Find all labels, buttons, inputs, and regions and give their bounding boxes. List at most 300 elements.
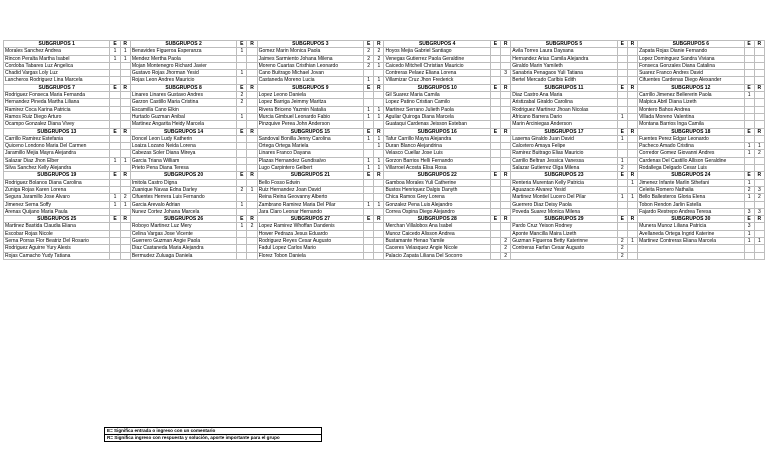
entry-column-header[interactable]: E — [364, 216, 374, 223]
entry-count-cell[interactable] — [364, 230, 374, 237]
response-count-cell[interactable] — [247, 208, 257, 215]
response-count-cell[interactable] — [247, 194, 257, 201]
entry-count-cell[interactable]: 2 — [617, 245, 627, 252]
response-count-cell[interactable] — [627, 143, 637, 150]
entry-count-cell[interactable]: 3 — [744, 223, 754, 230]
member-name-cell[interactable]: Avila Torres Laura Daysana — [511, 48, 617, 55]
response-count-cell[interactable] — [120, 186, 130, 193]
subgroup-title[interactable]: SUBGRUPOS 11 — [511, 84, 617, 91]
entry-column-header[interactable]: E — [364, 84, 374, 91]
response-count-cell[interactable] — [754, 165, 764, 172]
entry-count-cell[interactable] — [237, 157, 247, 164]
member-name-cell[interactable]: Ramirez Coca Karina Patricia — [4, 106, 110, 113]
entry-count-cell[interactable] — [364, 179, 374, 186]
subgroup-title[interactable]: SUBGRUPOS 1 — [4, 41, 110, 48]
entry-count-cell[interactable]: 3 — [744, 208, 754, 215]
response-count-cell[interactable] — [627, 92, 637, 99]
entry-column-header[interactable]: E — [490, 172, 500, 179]
response-column-header[interactable]: R — [627, 41, 637, 48]
entry-count-cell[interactable] — [617, 186, 627, 193]
response-count-cell[interactable] — [501, 106, 511, 113]
member-name-cell[interactable]: Celeita Romero Nathalia — [638, 186, 744, 193]
entry-count-cell[interactable] — [490, 135, 500, 142]
entry-count-cell[interactable] — [237, 252, 247, 259]
member-name-cell[interactable]: Correa Ospina Diego Alejandro — [384, 208, 490, 215]
response-count-cell[interactable]: 1 — [374, 62, 384, 69]
response-count-cell[interactable]: 2 — [501, 245, 511, 252]
member-name-cell[interactable]: Bertel Mercado Carlbis Edith — [511, 77, 617, 84]
response-count-cell[interactable] — [627, 223, 637, 230]
member-name-cell[interactable]: Pinzquive Perea John Anderson — [257, 121, 363, 128]
response-count-cell[interactable] — [754, 99, 764, 106]
entry-count-cell[interactable] — [490, 92, 500, 99]
member-name-cell[interactable]: Zapata Rojas Dianie Fernando — [638, 48, 744, 55]
member-name-cell[interactable]: Morales Sanchez Andrea — [4, 48, 110, 55]
entry-count-cell[interactable] — [617, 77, 627, 84]
entry-count-cell[interactable] — [744, 106, 754, 113]
response-count-cell[interactable] — [501, 135, 511, 142]
member-name-cell[interactable]: Murcia Gimbuel Leonardo Fabio — [257, 113, 363, 120]
response-count-cell[interactable] — [247, 77, 257, 84]
response-count-cell[interactable] — [501, 179, 511, 186]
entry-count-cell[interactable] — [110, 150, 120, 157]
member-name-cell[interactable]: Contreras Pelaez Eliana Lorena — [384, 70, 490, 77]
response-count-cell[interactable] — [627, 135, 637, 142]
member-name-cell[interactable]: Rojas Camacho Yudy Tatiana — [4, 252, 110, 259]
member-name-cell[interactable]: Velasco Cuellar Jose Luis — [384, 150, 490, 157]
member-name-cell[interactable]: Rodriguez Aguirre Yury Alexis — [4, 245, 110, 252]
entry-count-cell[interactable] — [617, 179, 627, 186]
response-count-cell[interactable] — [374, 186, 384, 193]
response-count-cell[interactable] — [627, 55, 637, 62]
member-name-cell[interactable] — [638, 245, 744, 252]
member-name-cell[interactable]: Fadul Lopez Carlos Mario — [257, 245, 363, 252]
entry-column-header[interactable]: E — [237, 128, 247, 135]
member-name-cell[interactable]: Tobon Rendon Jarlin Estella — [638, 201, 744, 208]
entry-count-cell[interactable]: 1 — [744, 179, 754, 186]
response-count-cell[interactable] — [374, 208, 384, 215]
entry-count-cell[interactable] — [617, 70, 627, 77]
entry-count-cell[interactable] — [364, 99, 374, 106]
response-count-cell[interactable]: 1 — [247, 186, 257, 193]
member-name-cell[interactable]: Doncel Leon Ludy Katherin — [130, 135, 236, 142]
member-name-cell[interactable]: Plazas Hernandez Gundisalvo — [257, 157, 363, 164]
member-name-cell[interactable]: Zuanique Navas Edna Darley — [130, 186, 236, 193]
response-column-header[interactable]: R — [120, 172, 130, 179]
entry-count-cell[interactable] — [617, 55, 627, 62]
entry-count-cell[interactable]: 1 — [744, 194, 754, 201]
entry-count-cell[interactable]: 2 — [617, 165, 627, 172]
member-name-cell[interactable]: Marin Arciniegas Anderson — [511, 121, 617, 128]
member-name-cell[interactable]: Martinez Bastida Claudia Eliana — [4, 223, 110, 230]
entry-count-cell[interactable] — [364, 194, 374, 201]
entry-count-cell[interactable] — [237, 230, 247, 237]
member-name-cell[interactable]: Hernandez Arias Camila Alejandra — [511, 55, 617, 62]
entry-count-cell[interactable] — [490, 208, 500, 215]
entry-count-cell[interactable] — [110, 223, 120, 230]
member-name-cell[interactable]: Rodriguez Bolanos Diana Carolina — [4, 179, 110, 186]
response-count-cell[interactable]: 1 — [374, 143, 384, 150]
response-count-cell[interactable] — [754, 252, 764, 259]
response-column-header[interactable]: R — [120, 84, 130, 91]
entry-count-cell[interactable] — [490, 48, 500, 55]
entry-count-cell[interactable] — [744, 99, 754, 106]
entry-count-cell[interactable] — [364, 150, 374, 157]
response-count-cell[interactable] — [627, 113, 637, 120]
subgroup-title[interactable]: SUBGRUPOS 27 — [257, 216, 363, 223]
entry-count-cell[interactable]: 1 — [110, 194, 120, 201]
member-name-cell[interactable]: Duran Blanco Alejandrina — [384, 143, 490, 150]
member-name-cell[interactable]: Segura Jaramillo Jose Alvaro — [4, 194, 110, 201]
response-count-cell[interactable]: 1 — [627, 194, 637, 201]
entry-count-cell[interactable] — [490, 62, 500, 69]
member-name-cell[interactable]: Caicedo Mitchell Christian Mauricio — [384, 62, 490, 69]
member-name-cell[interactable]: Cano Buitrago Michael Jovan — [257, 70, 363, 77]
entry-count-cell[interactable] — [744, 55, 754, 62]
response-count-cell[interactable]: 1 — [627, 179, 637, 186]
response-count-cell[interactable] — [374, 230, 384, 237]
response-count-cell[interactable] — [247, 121, 257, 128]
response-count-cell[interactable] — [754, 70, 764, 77]
member-name-cell[interactable]: Jimenez Serna Soffy — [4, 201, 110, 208]
response-count-cell[interactable] — [374, 179, 384, 186]
response-count-cell[interactable] — [374, 194, 384, 201]
entry-count-cell[interactable] — [490, 194, 500, 201]
entry-count-cell[interactable] — [237, 194, 247, 201]
response-count-cell[interactable]: 1 — [374, 77, 384, 84]
member-name-cell[interactable]: Bello Fosso Edwin — [257, 179, 363, 186]
subgroup-title[interactable]: SUBGRUPOS 6 — [638, 41, 744, 48]
member-name-cell[interactable]: Aristizabal Giraldo Carolina — [511, 99, 617, 106]
entry-count-cell[interactable]: 2 — [364, 55, 374, 62]
member-name-cell[interactable]: Lopez Dominguez Sandra Viviana — [638, 55, 744, 62]
entry-count-cell[interactable]: 1 — [617, 194, 627, 201]
member-name-cell[interactable]: Hoyos Mejia Gabriel Santiago — [384, 48, 490, 55]
entry-count-cell[interactable]: 1 — [617, 113, 627, 120]
member-name-cell[interactable]: Gil Suarez Maria Camila — [384, 92, 490, 99]
response-count-cell[interactable]: 1 — [374, 201, 384, 208]
member-name-cell[interactable]: Roboyo Martinez Luz Mery — [130, 223, 236, 230]
subgroup-title[interactable]: SUBGRUPOS 19 — [4, 172, 110, 179]
response-column-header[interactable]: R — [754, 172, 764, 179]
response-count-cell[interactable] — [627, 77, 637, 84]
member-name-cell[interactable]: Giraldo Marin Yamileth — [511, 62, 617, 69]
entry-count-cell[interactable]: 1 — [110, 201, 120, 208]
member-name-cell[interactable]: Jaramillo Mejia Mayra Alejandra — [4, 150, 110, 157]
subgroup-title[interactable]: SUBGRUPOS 4 — [384, 41, 490, 48]
response-count-cell[interactable] — [501, 92, 511, 99]
member-name-cell[interactable]: Ruiz Hernandez Joan David — [257, 186, 363, 193]
response-count-cell[interactable] — [247, 143, 257, 150]
entry-column-header[interactable]: E — [364, 172, 374, 179]
member-name-cell[interactable]: Florez Tobon Daniela — [257, 252, 363, 259]
response-count-cell[interactable] — [247, 48, 257, 55]
entry-count-cell[interactable] — [237, 143, 247, 150]
subgroup-title[interactable]: SUBGRUPOS 22 — [384, 172, 490, 179]
member-name-cell[interactable]: Villamizar Cruz Jhon Frederick — [384, 77, 490, 84]
member-name-cell[interactable]: Cardenas Del Castillo Allison Geraldine — [638, 157, 744, 164]
member-name-cell[interactable]: Bustamante Henao Yamile — [384, 238, 490, 245]
response-count-cell[interactable]: 2 — [374, 55, 384, 62]
member-name-cell[interactable]: Rodriguez Fonseca Maria Fernanda — [4, 92, 110, 99]
entry-count-cell[interactable] — [744, 77, 754, 84]
member-name-cell[interactable]: Munoz Caicedo Alisson Andrea — [384, 230, 490, 237]
entry-count-cell[interactable]: 1 — [364, 165, 374, 172]
member-name-cell[interactable]: Gomez Marin Monica Paola — [257, 48, 363, 55]
entry-count-cell[interactable]: 2 — [364, 48, 374, 55]
entry-count-cell[interactable] — [110, 70, 120, 77]
response-count-cell[interactable] — [120, 223, 130, 230]
member-name-cell[interactable]: Fonseca Gonzales Diana Catalina — [638, 62, 744, 69]
response-count-cell[interactable] — [247, 55, 257, 62]
response-count-cell[interactable] — [501, 194, 511, 201]
entry-count-cell[interactable] — [490, 201, 500, 208]
entry-count-cell[interactable] — [490, 223, 500, 230]
response-column-header[interactable]: R — [754, 84, 764, 91]
response-column-header[interactable]: R — [501, 172, 511, 179]
entry-column-header[interactable]: E — [110, 172, 120, 179]
response-count-cell[interactable]: 3 — [501, 70, 511, 77]
response-count-cell[interactable] — [627, 99, 637, 106]
response-count-cell[interactable]: 1 — [374, 157, 384, 164]
subgroup-title[interactable]: SUBGRUPOS 7 — [4, 84, 110, 91]
response-count-cell[interactable] — [501, 121, 511, 128]
member-name-cell[interactable]: Silva Sanchez Kelly Alejandra — [4, 165, 110, 172]
member-name-cell[interactable]: Merchan Villalobos Ana Isabel — [384, 223, 490, 230]
response-count-cell[interactable] — [501, 143, 511, 150]
response-column-header[interactable]: R — [501, 128, 511, 135]
response-count-cell[interactable] — [754, 230, 764, 237]
response-count-cell[interactable]: 1 — [374, 135, 384, 142]
member-name-cell[interactable]: Martinez Angarita Heidy Marcela — [130, 121, 236, 128]
response-count-cell[interactable]: 2 — [374, 48, 384, 55]
response-count-cell[interactable] — [247, 106, 257, 113]
response-count-cell[interactable]: 3 — [754, 186, 764, 193]
entry-count-cell[interactable] — [110, 77, 120, 84]
response-count-cell[interactable] — [120, 230, 130, 237]
response-count-cell[interactable] — [247, 245, 257, 252]
response-column-header[interactable]: R — [374, 172, 384, 179]
member-name-cell[interactable]: Martinez Montiel Lucero Del Pilar — [511, 194, 617, 201]
response-count-cell[interactable] — [754, 92, 764, 99]
response-column-header[interactable]: R — [120, 216, 130, 223]
response-count-cell[interactable] — [627, 106, 637, 113]
member-name-cell[interactable]: Martinez Serrano Julieth Paola — [384, 106, 490, 113]
response-count-cell[interactable] — [120, 143, 130, 150]
entry-count-cell[interactable] — [490, 113, 500, 120]
entry-count-cell[interactable]: 1 — [237, 201, 247, 208]
entry-count-cell[interactable] — [364, 238, 374, 245]
member-name-cell[interactable]: Zambrano Ramirez Maria Del Pilar — [257, 201, 363, 208]
member-name-cell[interactable]: Nunez Cortez Johana Marcela — [130, 208, 236, 215]
response-count-cell[interactable] — [627, 186, 637, 193]
entry-count-cell[interactable]: 1 — [364, 157, 374, 164]
entry-column-header[interactable]: E — [364, 41, 374, 48]
member-name-cell[interactable]: Guzman Figueroa Betty Katerinne — [511, 238, 617, 245]
entry-column-header[interactable]: E — [490, 84, 500, 91]
response-count-cell[interactable] — [754, 135, 764, 142]
entry-count-cell[interactable]: 1 — [110, 48, 120, 55]
member-name-cell[interactable]: Lancheros Rodriguez Lina Marcela — [4, 77, 110, 84]
entry-count-cell[interactable] — [617, 201, 627, 208]
entry-count-cell[interactable] — [110, 252, 120, 259]
subgroup-title[interactable]: SUBGRUPOS 10 — [384, 84, 490, 91]
entry-count-cell[interactable]: 1 — [364, 135, 374, 142]
entry-count-cell[interactable] — [490, 238, 500, 245]
response-column-header[interactable]: R — [374, 84, 384, 91]
entry-count-cell[interactable] — [744, 121, 754, 128]
entry-count-cell[interactable] — [364, 121, 374, 128]
member-name-cell[interactable]: Garcia Arevalo Adrian — [130, 201, 236, 208]
entry-count-cell[interactable] — [490, 106, 500, 113]
entry-column-header[interactable]: E — [237, 84, 247, 91]
member-name-cell[interactable]: Palacio Zapata Liliana Del Socorro — [384, 252, 490, 259]
response-count-cell[interactable] — [374, 238, 384, 245]
response-count-cell[interactable] — [754, 179, 764, 186]
member-name-cell[interactable]: Hower Pedraza Jesus Eduardo — [257, 230, 363, 237]
response-count-cell[interactable] — [501, 208, 511, 215]
response-column-header[interactable]: R — [754, 216, 764, 223]
response-count-cell[interactable] — [247, 201, 257, 208]
entry-count-cell[interactable] — [237, 106, 247, 113]
response-count-cell[interactable] — [754, 245, 764, 252]
response-count-cell[interactable] — [374, 245, 384, 252]
entry-count-cell[interactable] — [617, 62, 627, 69]
member-name-cell[interactable]: Contreras Farfan Cesar Augusto — [511, 245, 617, 252]
entry-count-cell[interactable] — [110, 92, 120, 99]
member-name-cell[interactable]: Rodallega Delgado Cesar Luis — [638, 165, 744, 172]
member-name-cell[interactable]: Jaimes Sarmiento Johana Milena — [257, 55, 363, 62]
entry-count-cell[interactable] — [364, 143, 374, 150]
member-name-cell[interactable]: Benavides Figueroa Esperanza — [130, 48, 236, 55]
member-name-cell[interactable]: Pardo Cruz Yeison Rodney — [511, 223, 617, 230]
member-name-cell[interactable]: Bello Ballesteros Gloria Elena — [638, 194, 744, 201]
entry-count-cell[interactable] — [490, 252, 500, 259]
entry-column-header[interactable]: E — [617, 216, 627, 223]
response-count-cell[interactable]: 1 — [120, 55, 130, 62]
subgroup-title[interactable]: SUBGRUPOS 28 — [384, 216, 490, 223]
response-column-header[interactable]: R — [374, 216, 384, 223]
member-name-cell[interactable]: Venegas Gutierrez Paola Geraldine — [384, 55, 490, 62]
subgroup-title[interactable]: SUBGRUPOS 9 — [257, 84, 363, 91]
member-name-cell[interactable]: Lopez Barriga Jeimmy Maritza — [257, 99, 363, 106]
response-count-cell[interactable] — [120, 62, 130, 69]
entry-count-cell[interactable]: 1 — [617, 135, 627, 142]
member-name-cell[interactable]: Escobar Rojas Nicole — [4, 230, 110, 237]
response-count-cell[interactable] — [247, 179, 257, 186]
response-count-cell[interactable] — [120, 150, 130, 157]
entry-count-cell[interactable] — [364, 252, 374, 259]
member-name-cell[interactable]: Cabezas Soler Diana Mireya — [130, 150, 236, 157]
member-name-cell[interactable]: Garzon Castillo Maria Cristina — [130, 99, 236, 106]
response-count-cell[interactable] — [501, 77, 511, 84]
member-name-cell[interactable]: Bermudez Zuluaga Daniela — [130, 252, 236, 259]
response-column-header[interactable]: R — [247, 84, 257, 91]
entry-column-header[interactable]: E — [237, 41, 247, 48]
entry-count-cell[interactable] — [490, 165, 500, 172]
member-name-cell[interactable]: Carrillo Ramirez Estefania — [4, 135, 110, 142]
entry-count-cell[interactable] — [744, 48, 754, 55]
response-count-cell[interactable]: 2 — [247, 223, 257, 230]
member-name-cell[interactable]: Ortega Ortega Mariela — [257, 143, 363, 150]
response-count-cell[interactable] — [627, 245, 637, 252]
response-count-cell[interactable] — [120, 99, 130, 106]
response-count-cell[interactable] — [120, 135, 130, 142]
entry-count-cell[interactable]: 1 — [237, 223, 247, 230]
response-count-cell[interactable] — [501, 55, 511, 62]
response-count-cell[interactable] — [374, 252, 384, 259]
subgroup-title[interactable]: SUBGRUPOS 24 — [638, 172, 744, 179]
member-name-cell[interactable]: Diaz Castaneda Maria Alejandra — [130, 245, 236, 252]
response-count-cell[interactable]: 1 — [120, 157, 130, 164]
member-name-cell[interactable] — [511, 252, 617, 259]
entry-column-header[interactable]: E — [744, 216, 754, 223]
entry-count-cell[interactable] — [110, 208, 120, 215]
member-name-cell[interactable]: Diaz Castro Ana Maria — [511, 92, 617, 99]
response-count-cell[interactable]: 3 — [754, 208, 764, 215]
subgroup-title[interactable]: SUBGRUPOS 20 — [130, 172, 236, 179]
response-count-cell[interactable] — [120, 113, 130, 120]
member-name-cell[interactable]: Bustos Henriquez Dalgis Danyth — [384, 186, 490, 193]
entry-count-cell[interactable]: 1 — [617, 157, 627, 164]
response-column-header[interactable]: R — [501, 216, 511, 223]
member-name-cell[interactable]: Aponte Mancilla Maira Lizeth — [511, 230, 617, 237]
member-name-cell[interactable]: Salazar Gutierrez Olga Milena — [511, 165, 617, 172]
entry-count-cell[interactable] — [617, 150, 627, 157]
response-column-header[interactable]: R — [120, 128, 130, 135]
entry-count-cell[interactable]: 1 — [744, 230, 754, 237]
response-count-cell[interactable] — [754, 62, 764, 69]
member-name-cell[interactable]: Gamboa Morales Yuli Catherine — [384, 179, 490, 186]
response-count-cell[interactable] — [754, 48, 764, 55]
entry-count-cell[interactable] — [364, 186, 374, 193]
member-name-cell[interactable]: Martinez Contreras Eliana Marcela — [638, 238, 744, 245]
entry-count-cell[interactable] — [744, 113, 754, 120]
entry-count-cell[interactable] — [364, 92, 374, 99]
entry-count-cell[interactable] — [490, 186, 500, 193]
member-name-cell[interactable]: Malpica Abril Diana Lizeth — [638, 99, 744, 106]
member-name-cell[interactable]: Celina Vargas Jose Vicente — [130, 230, 236, 237]
member-name-cell[interactable]: Guerrero Diaz Deisy Paola — [511, 201, 617, 208]
member-name-cell[interactable]: Imitola Castro Digna — [130, 179, 236, 186]
member-name-cell[interactable]: Castaneda Moreno Lucia — [257, 77, 363, 84]
response-count-cell[interactable] — [501, 99, 511, 106]
subgroup-title[interactable]: SUBGRUPOS 3 — [257, 41, 363, 48]
entry-count-cell[interactable] — [364, 70, 374, 77]
response-count-cell[interactable] — [754, 55, 764, 62]
entry-count-cell[interactable] — [110, 143, 120, 150]
member-name-cell[interactable]: Rincon Peralta Martha Isabel — [4, 55, 110, 62]
member-name-cell[interactable]: Zuniga Rojas Karen Lorena — [4, 186, 110, 193]
member-name-cell[interactable]: Tafur Carrillo Mayra Alejandra — [384, 135, 490, 142]
entry-count-cell[interactable] — [110, 165, 120, 172]
response-column-header[interactable]: R — [374, 128, 384, 135]
response-count-cell[interactable] — [247, 99, 257, 106]
entry-count-cell[interactable] — [744, 165, 754, 172]
response-column-header[interactable]: R — [627, 128, 637, 135]
entry-column-header[interactable]: E — [617, 128, 627, 135]
response-column-header[interactable]: R — [754, 128, 764, 135]
entry-count-cell[interactable] — [744, 157, 754, 164]
subgroup-title[interactable]: SUBGRUPOS 21 — [257, 172, 363, 179]
member-name-cell[interactable]: Gustavo Rojas Jhorman Yesid — [130, 70, 236, 77]
member-name-cell[interactable]: Renteria Murentan Kelly Patricia — [511, 179, 617, 186]
response-count-cell[interactable]: 1 — [754, 238, 764, 245]
entry-column-header[interactable]: E — [490, 41, 500, 48]
member-name-cell[interactable]: Loaiza Lozano Neida Lorena — [130, 143, 236, 150]
response-count-cell[interactable] — [501, 186, 511, 193]
response-count-cell[interactable]: 2 — [501, 252, 511, 259]
